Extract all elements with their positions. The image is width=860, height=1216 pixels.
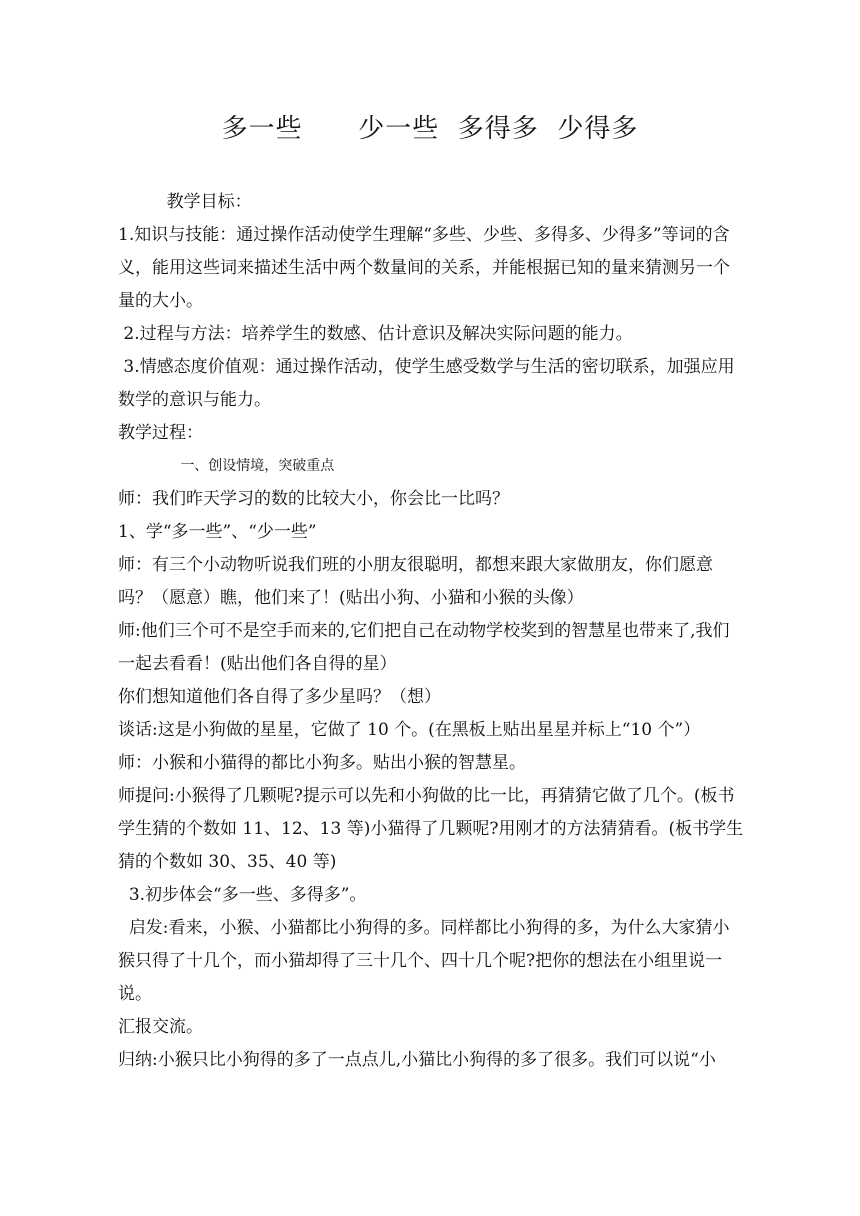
document-body (118, 186, 746, 1077)
document-title: 多一些 少一些 多得多 少得多 (221, 114, 639, 144)
paragraph: 谈话:这是小狗做的星星，它做了 10 个。(在黑板上贴出星星并标上“10 个”） (118, 720, 701, 740)
paragraph: 3.初步体会“多一些、多得多”。 (118, 885, 367, 905)
paragraph: 汇报交流。 (118, 1017, 203, 1037)
paragraph: 师:他们三个可不是空手而来的,它们把自己在动物学校奖到的智慧星也带来了,我们一起去看看！(贴出他们各自得的星） (118, 621, 730, 674)
paragraph-objectives-heading: 教学目标： (118, 192, 252, 212)
paragraph: 你们想知道他们各自得了多少星吗？（想） (118, 687, 441, 707)
paragraph: 师：小猴和小猫得的都比小狗多。贴出小猴的智慧星。 (118, 753, 526, 773)
paragraph-objective-1: 1.知识与技能：通过操作活动使学生理解“多些、少些、多得多、少得多”等词的含义，能用这些词来描述生活中两个数量间的关系，并能根据已知的量来猜测另一个量的大小。 (118, 225, 730, 311)
paragraph-objective-3: 3.情感态度价值观：通过操作活动，使学生感受数学与生活的密切联系，加强应用数学的意识与能力。 (118, 357, 735, 410)
paragraph: 师：我们昨天学习的数的比较大小，你会比一比吗？ (118, 489, 509, 509)
paragraph: 归纳:小猴只比小狗得的多了一点点儿,小猫比小狗得的多了很多。我们可以说“小 (118, 1050, 716, 1070)
paragraph: 1、学“多一些”、“少一些” (118, 522, 317, 542)
paragraph: 启发:看来，小猴、小猫都比小狗得的多。同样都比小狗得的多，为什么大家猜小猴只得了十几个，而小猫却得了三十几个、四十几个呢?把你的想法在小组里说一说。 (118, 918, 730, 1004)
paragraph-process-heading: 教学过程： (118, 423, 203, 443)
paragraph-objective-2: 2.过程与方法：培养学生的数感、估计意识及解决实际问题的能力。 (118, 324, 633, 344)
paragraph: 师提问:小猴得了几颗呢?提示可以先和小狗做的比一比，再猜猜它做了几个。(板书学生猜的个数如 11、12、13 等)小猫得了几颗呢?用刚才的方法猜猜看。(板书学生猜的个数如 30、35、40 等) (118, 786, 744, 872)
paragraph-section-1-heading: 一、创设情境，突破重点 (118, 458, 335, 474)
paragraph: 师：有三个小动物听说我们班的小朋友很聪明，都想来跟大家做朋友，你们愿意吗？（愿意）瞧，他们来了！(贴出小狗、小猫和小猴的头像） (118, 555, 713, 608)
